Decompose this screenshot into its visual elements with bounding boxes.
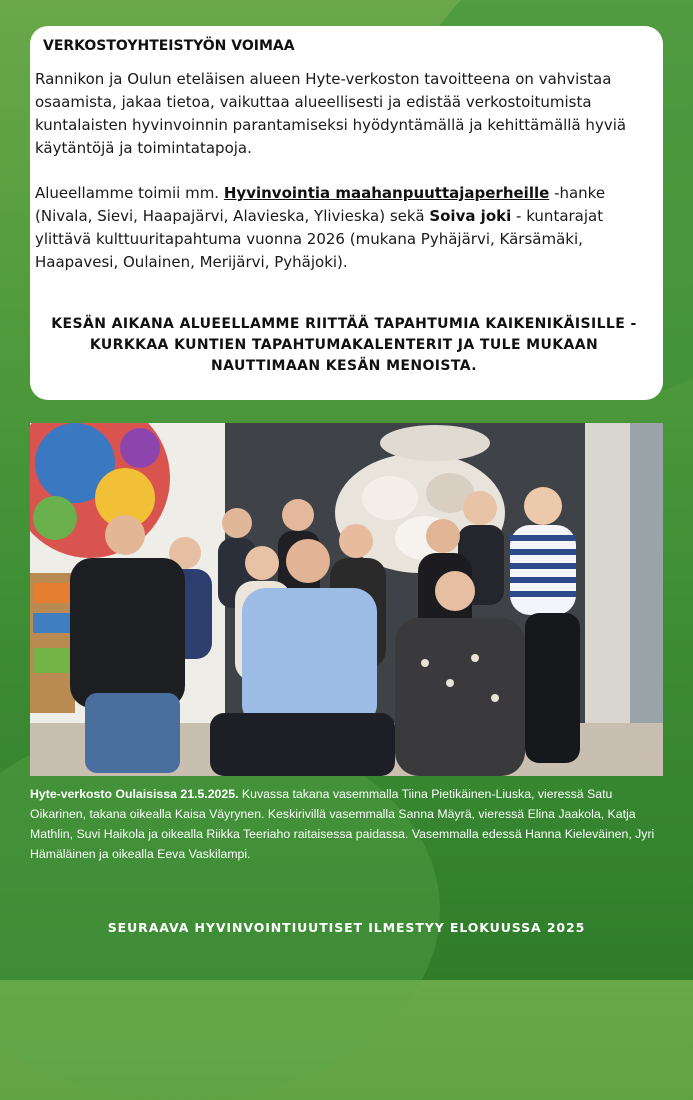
projects-after-link: -hanke (Nivala, Sievi, Haapajärvi, Alavieska, Ylivieska) sekä <box>35 184 606 225</box>
projects-after-event: - kuntarajat ylittävä kulttuuritapahtuma vuonna 2026 (mukana Pyhäjärvi, Kärsämäki, Haapavesi, Oulainen, Merijärvi, Pyhäjoki). <box>35 207 604 271</box>
section-title: VERKOSTOYHTEISTYÖN VOIMAA <box>43 38 295 54</box>
caption-text: Kuvassa takana vasemmalla Tiina Pietikäinen-Liuska, vieressä Satu Oikarinen, takana oikealla Kaisa Väyrynen. Keskirivillä vasemmalla Sanna Mäyrä, vieressä Elina Jaakola, Katja Mathlin, Suvi Haikola ja oikealla Riikka Teeriaho raitaisessa paidassa. Vasemmalla edessä Hanna Kieleväinen, Jyri Hämäläinen ja oikealla Eeva Vaskilampi. <box>30 787 655 861</box>
intro-paragraph: Rannikon ja Oulun eteläisen alueen Hyte-verkoston tavoitteena on vahvistaa osaamista, jakaa tietoa, vaikuttaa alueellisesti ja edistää verkostoitumista kuntalaisten hyvinvoinnin parantamiseksi hyödyntämällä ja kehittämällä hyviä käytäntöjä ja toimintatapoja. <box>35 70 627 157</box>
event-name: Soiva joki <box>429 207 512 225</box>
summer-callout: KESÄN AIKANA ALUEELLAMME RIITTÄÄ TAPAHTUMIA KAIKENIKÄISILLE - KURKKAA KUNTIEN TAPAHTUMAKALENTERIT JA TULE MUKAAN NAUTTIMAAN KESÄN MENOISTA. <box>51 316 637 374</box>
group-photo <box>30 423 663 776</box>
project-link[interactable]: Hyvinvointia maahanpuuttajaperheille <box>223 184 550 202</box>
background-shape-lower <box>0 720 440 1100</box>
projects-paragraph <box>35 182 653 274</box>
info-card <box>30 26 663 400</box>
footer-note: SEURAAVA HYVINVOINTIUUTISET ILMESTYY ELOKUUSSA 2025 <box>107 920 586 935</box>
projects-lead: Alueellamme toimii mm. <box>35 184 220 202</box>
photo-caption <box>30 784 666 864</box>
group-photo-illustration <box>30 423 663 776</box>
caption-bold: Hyte-verkosto Oulaisissa 21.5.2025. <box>30 787 239 801</box>
